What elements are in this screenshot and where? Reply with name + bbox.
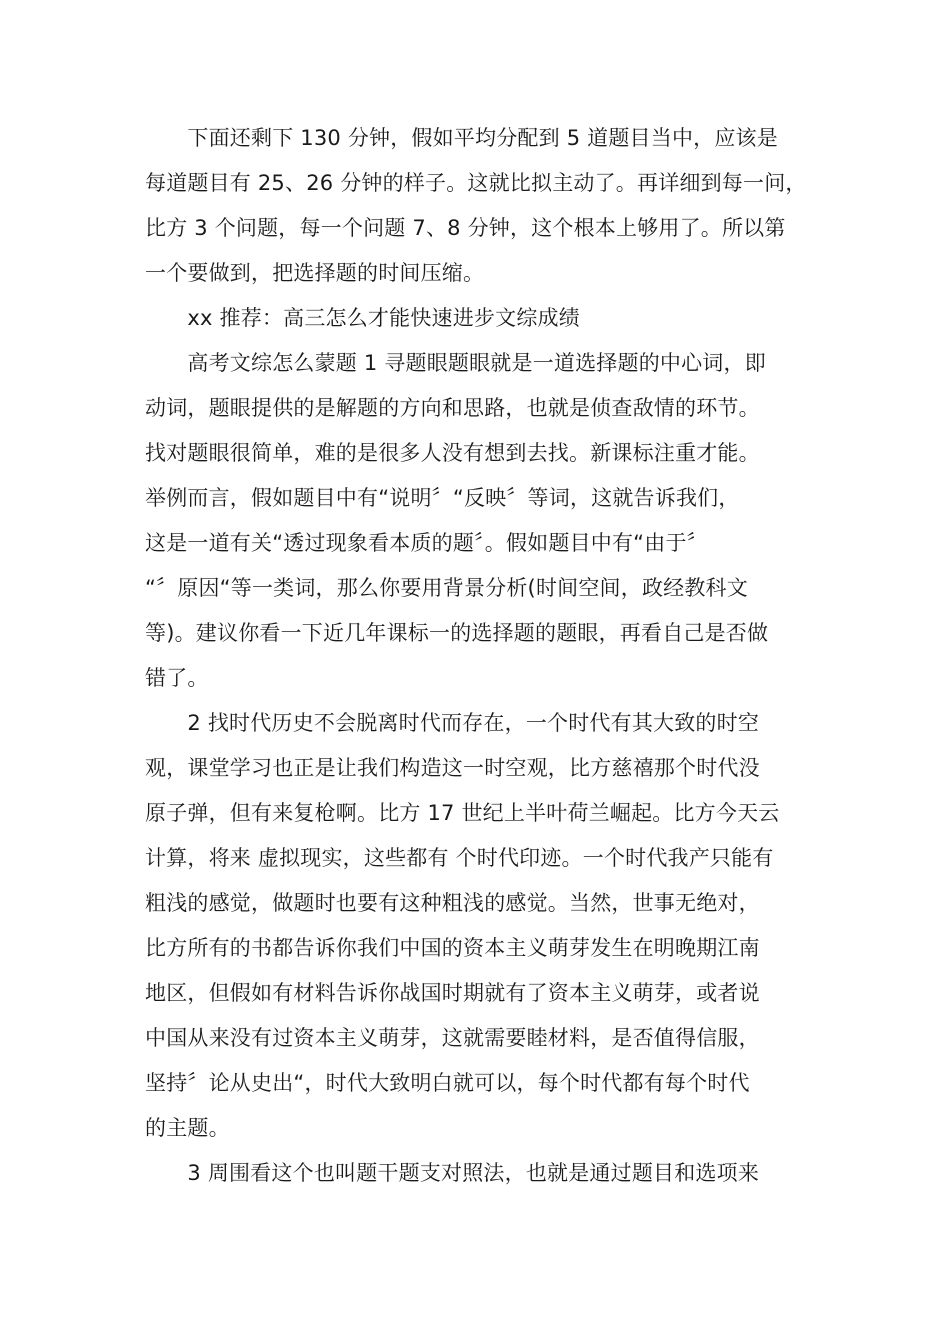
text-line: 观，课堂学习也正是让我们构造这一时空观，比方慈禧那个时代没	[145, 756, 760, 780]
paragraph-find-keyword	[145, 341, 815, 701]
text-line: 的主题。	[145, 1116, 230, 1140]
paragraph-time-allocation	[145, 116, 815, 296]
text-line: 每道题目有 25、26 分钟的样子。这就比拟主动了。再详细到每一问，	[145, 171, 807, 195]
text-line: 等)。建议你看一下近几年课标一的选择题的题眼，再看自己是否做	[145, 621, 769, 645]
text-line: 错了。	[145, 666, 209, 690]
paragraph-look-around	[145, 1151, 815, 1196]
text-line: 3 周围看这个也叫题干题支对照法，也就是通过题目和选项来	[145, 1161, 760, 1185]
paragraph-find-era	[145, 701, 815, 1151]
paragraph-recommendation	[145, 296, 815, 341]
text-line: 一个要做到，把选择题的时间压缩。	[145, 261, 485, 285]
text-line: 地区，但假如有材料告诉你战国时期就有了资本主义萌芽，或者说	[145, 981, 760, 1005]
text-line: 计算，将来 虚拟现实，这些都有 个时代印迹。一个时代我产只能有	[145, 846, 774, 870]
text-line: 比方 3 个问题，每一个问题 7、8 分钟，这个根本上够用了。所以第	[145, 216, 786, 240]
text-line: 这是一道有关“透过现象看本质的题〞。假如题目中有“由于〞	[145, 531, 708, 555]
text-line: 坚持〞论从史出“，时代大致明白就可以，每个时代都有每个时代	[145, 1071, 750, 1095]
document-body	[145, 116, 815, 1196]
text-line: 原子弹，但有来复枪啊。比方 17 世纪上半叶荷兰崛起。比方今天云	[145, 801, 780, 825]
text-line: 找对题眼很简单，难的是很多人没有想到去找。新课标注重才能。	[145, 441, 760, 465]
text-line: 2 找时代历史不会脱离时代而存在，一个时代有其大致的时空	[145, 711, 760, 735]
text-line: “〞原因“等一类词，那么你要用背景分析(时间空间，政经教科文	[145, 576, 748, 600]
text-line: 中国从来没有过资本主义萌芽，这就需要睦材料，是否值得信服，	[145, 1026, 760, 1050]
text-line: 下面还剩下 130 分钟，假如平均分配到 5 道题目当中，应该是	[145, 126, 778, 150]
text-line: 比方所有的书都告诉你我们中国的资本主义萌芽发生在明晚期江南	[145, 936, 760, 960]
text-line: 举例而言，假如题目中有“说明〞“反映〞等词，这就告诉我们，	[145, 486, 740, 510]
text-line: 动词，题眼提供的是解题的方向和思路，也就是侦查敌情的环节。	[145, 396, 760, 420]
text-line: 粗浅的感觉，做题时也要有这种粗浅的感觉。当然，世事无绝对，	[145, 891, 760, 915]
text-line: 高考文综怎么蒙题 1 寻题眼题眼就是一道选择题的中心词，即	[145, 351, 766, 375]
text-line: xx 推荐：高三怎么才能快速进步文综成绩	[145, 306, 580, 330]
